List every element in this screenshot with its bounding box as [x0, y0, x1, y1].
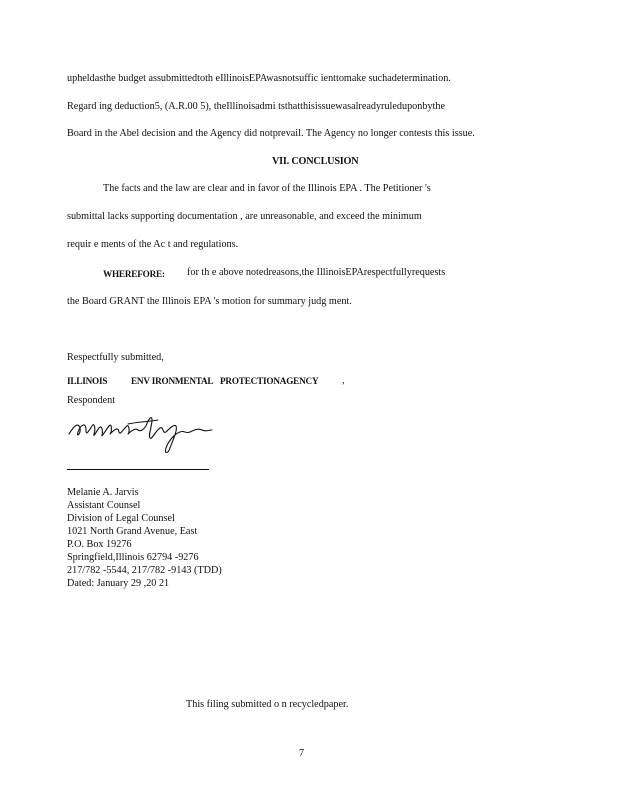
signature-block-line: Melanie A. Jarvis: [67, 487, 139, 498]
signature-block-line: 217/782 -5544, 217/782 -9143 (TDD): [67, 565, 222, 576]
respondent-label: Respondent: [67, 395, 116, 406]
agency-comma: ,: [342, 375, 345, 386]
signature-block-line: Dated: January 29 ,20 21: [67, 578, 170, 589]
signature-line: [67, 469, 209, 470]
body-line: submittal lacks supporting documentation , are unreasonable, and exceed the minimum: [67, 211, 422, 222]
closing-respectfully: Respectfully submitted,: [67, 352, 164, 363]
body-line: for th e above notedreasons,the IllinoisEPArespectfullyrequests: [187, 267, 446, 278]
recycled-paper-note: This filing submitted o n recycledpaper.: [186, 699, 349, 710]
signature-block-line: Assistant Counsel: [67, 500, 141, 511]
body-line: The facts and the law are clear and in favor of the Illinois EPA . The Petitioner 's: [103, 183, 431, 194]
section-heading: VII. CONCLUSION: [272, 156, 359, 167]
signature-block-line: Division of Legal Counsel: [67, 513, 175, 524]
body-line: requir e ments of the Ac t and regulations.: [67, 239, 239, 250]
signature-block-line: Springfield,Illinois 62794 -9276: [67, 552, 199, 563]
body-line: Board in the Abel decision and the Agency did notprevail. The Agency no longer contests this issue.: [67, 128, 475, 139]
body-line: the Board GRANT the Illinois EPA 's motion for summary judg ment.: [67, 296, 352, 307]
signature-block-line: 1021 North Grand Avenue, East: [67, 526, 198, 537]
body-line: upheldasthe budget assubmittedtoth eIllinoisEPAwasnotsuffic ienttomake suchadetermination.: [67, 73, 451, 84]
handwritten-signature: [66, 408, 216, 456]
agency-name-part: ILLINOIS: [67, 376, 108, 386]
agency-name-part: ENV IRONMENTAL: [131, 376, 214, 386]
wherefore-label: WHEREFORE:: [103, 269, 165, 279]
signature-block-line: P.O. Box 19276: [67, 539, 132, 550]
page-number: 7: [299, 748, 305, 759]
body-line: Regard ing deduction5, (A.R.00 5), theIllinoisadmi tsthatthisissuewasalreadyruleduponbythe: [67, 101, 445, 112]
agency-name-part: PROTECTIONAGENCY: [220, 376, 319, 386]
